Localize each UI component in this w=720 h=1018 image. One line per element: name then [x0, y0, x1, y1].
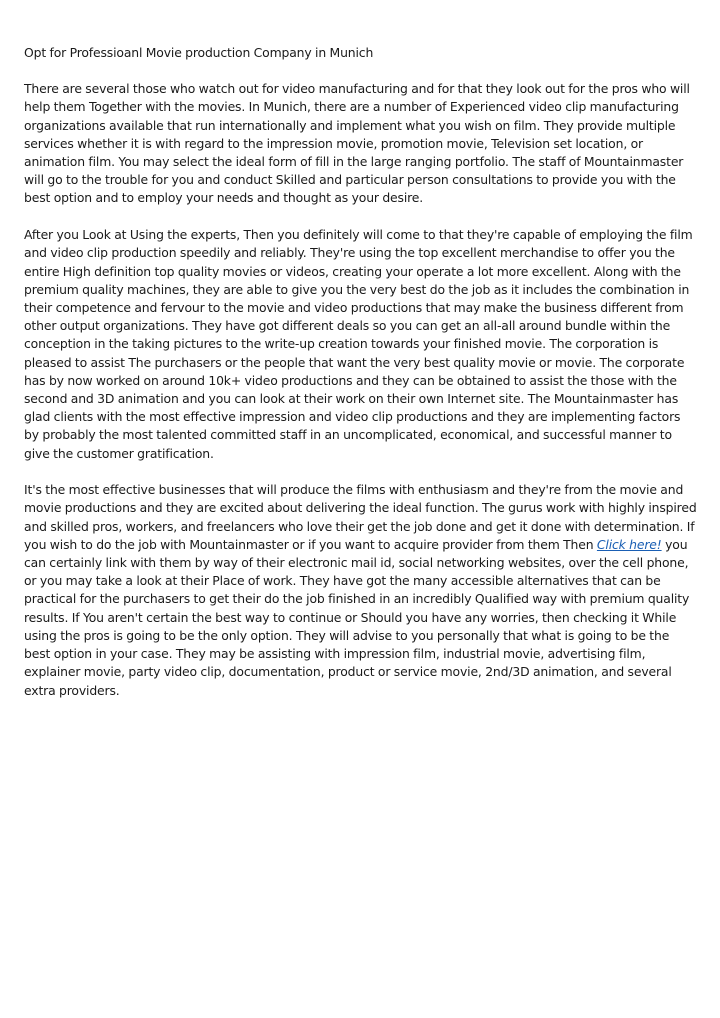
click-here-link[interactable]: Click here!	[596, 536, 662, 552]
document-body	[24, 44, 698, 718]
paragraph-3	[24, 481, 698, 699]
paragraph-2: After you Look at Using the experts, Then you definitely will come to that they're capable of employing the film and video clip production speedily and reliably. They're using the top excellent merchandise to offer you the entire High definition top quality movies or videos, creating your operate a lot more excellent. Along with the premium quality machines, they are able to give you the very best do the job as it includes the combination in their competence and fervour to the movie and video productions that may make the business different from other output organizations. They have got different deals so you can get an all-all around bundle within the conception in the taking pictures to the write-up creation towards your finished movie. The corporation is pleased to assist The purchasers or the people that want the very best quality movie or movie. The corporate has by now worked on around 10k+ video productions and they can be obtained to assist the those with the second and 3D animation and you can look at their work on their own Internet site. The Mountainmaster has glad clients with the most effective impression and video clip productions and they are implementing factors by probably the most talented committed staff in an uncomplicated, economical, and successful manner to give the customer gratification.	[24, 227, 693, 461]
paragraph-3-text-end: you can certainly link with them by way of their electronic mail id, social networking websites, over the cell phone, or you may take a look at their Place of work. They have got the many accessible alternatives that can be practical for the purchasers to get their do the job finished in an incredibly Qualified way with premium quality results. If You aren't certain the best way to continue or Should you have any worries, then checking it While using the pros is going to be the only option. They will advise to you personally that what is going to be the best option in your case. They may be assisting with impression film, industrial movie, advertising film, explainer movie, party video clip, documentation, product or service movie, 2nd/3D animation, and several extra providers.	[24, 536, 690, 698]
document-title: Opt for Professioanl Movie production Company in Munich	[24, 45, 374, 60]
paragraph-3-text-start: It's the most effective businesses that will produce the films with enthusiasm and they're from the movie and movie productions and they are excited about delivering the ideal function. The gurus work with highly inspired and skilled pros, workers, and freelancers who love their get the job done and get it done with determination. If you wish to do the job with Mountainmaster or if you want to acquire provider from them Then	[24, 482, 697, 552]
paragraph-1: There are several those who watch out for video manufacturing and for that they look out for the pros who will help them Together with the movies. In Munich, there are a number of Experienced video clip manufacturing organizations available that run internationally and implement what you wish on film. They provide multiple services whether it is with regard to the impression movie, promotion movie, Television set location, or animation film. You may select the ideal form of fill in the large ranging portfolio. The staff of Mountainmaster will go to the trouble for you and conduct Skilled and particular person consultations to provide you with the best option and to employ your needs and thought as your desire.	[24, 81, 690, 206]
